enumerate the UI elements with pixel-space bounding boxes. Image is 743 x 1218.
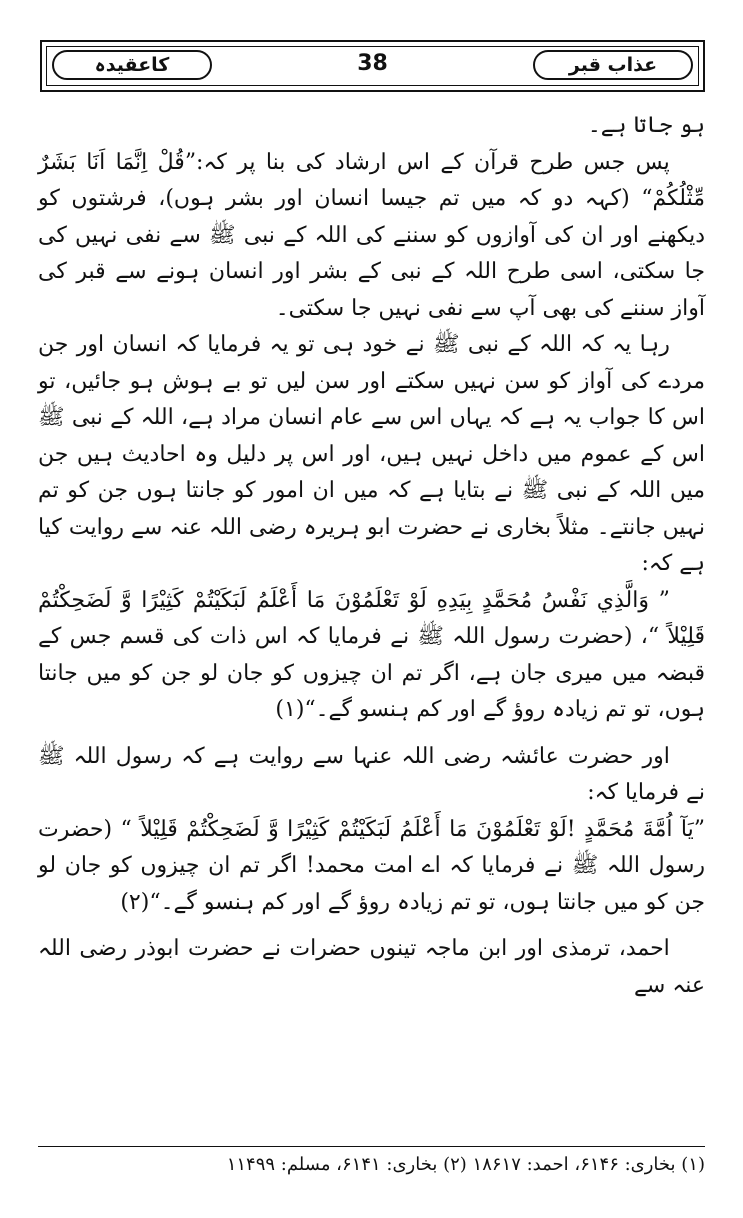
paragraph-continuation: ہو جاتا ہے۔ <box>587 113 705 138</box>
book-title-right: عذاب قبر <box>533 50 693 80</box>
paragraph-bashar: پس جس طرح قرآن کے اس ارشاد کی بنا پر کہ:”قُلْ اِنَّمَا اَنَا بَشَرٌ مِّثْلُکُمْ“ (کہہ دو کہ میں تم جیسا انسان اور بشر ہوں)، فرشتوں کو دیکھنے اور ان کی آوازوں کو سننے کی اللہ کے نبی ﷺ سے نفی نہیں کی جا سکتی، اسی طرح اللہ کے نبی کے بشر اور انسان ہونے سے قبر کی آواز سننے کی بھی آپ سے نفی نہیں جا سکتی۔ <box>38 149 705 321</box>
paragraph-exception: رہا یہ کہ اللہ کے نبی ﷺ نے خود ہی تو یہ فرمایا کہ انسان اور جن مردے کی آواز کو سن نہیں سکتے اور سن لیں تو بے ہوش ہو جائیں، تو اس کا جواب یہ ہے کہ یہاں اس سے عام انسان مراد ہے، اللہ کے نبی ﷺ اس کے عموم میں داخل نہیں ہیں، اور اس پر دلیل وہ احادیث ہیں جن میں اللہ کے نبی ﷺ نے بتایا ہے کہ میں ان امور کو جانتا ہوں جن کو تم نہیں جانتے۔ مثلاً بخاری نے حضرت ابو ہریرہ رضی اللہ عنہ سے روایت کیا ہے کہ: <box>38 332 705 576</box>
page-body <box>38 108 705 1004</box>
paragraph-aisha-intro: اور حضرت عائشہ رضی اللہ عنہا سے روایت ہے کہ رسول اللہ ﷺ نے فرمایا کہ: <box>38 743 705 805</box>
page-number: 38 <box>357 51 388 76</box>
footnote: (۱) بخاری: ۶۱۴۶، احمد: ۱۸۶۱۷ (۲) بخاری: ۶۱۴۱، مسلم: ۱۱۴۹۹ <box>226 1154 705 1175</box>
page-header <box>40 40 705 92</box>
spacer <box>38 729 705 739</box>
paragraph-abu-dhar: احمد، ترمذی اور ابن ماجہ تینوں حضرات نے حضرت ابوذر رضی اللہ عنہ سے <box>38 936 705 998</box>
book-title-left: کاعقیدہ <box>52 50 212 80</box>
spacer-2 <box>38 921 705 931</box>
hadith-aisha: ”یَآ اُمَّةَ مُحَمَّدٍ !لَوْ تَعْلَمُوْنَ مَا أَعْلَمُ لَبَكَيْتُمْ كَثِيْرًا وَّ لَضَحِكْتُمْ قَلِيْلاً “ (حضرت رسول اللہ ﷺ نے فرمایا کہ اے امت محمد! اگر تم ان چیزوں کو جان لو جن کو میں جانتا ہوں، تو تم زیادہ روؤ گے اور کم ہنسو گے۔“(۲) <box>38 816 705 915</box>
footnote-divider <box>38 1146 705 1147</box>
hadith-abu-hurairah: ” وَالَّذِي نَفْسُ مُحَمَّدٍ بِيَدِهِ لَوْ تَعْلَمُوْنَ مَا أَعْلَمُ لَبَكَيْتُمْ كَثِيْرًا وَّ لَضَحِكْتُمْ قَلِيْلاً “، (حضرت رسول اللہ ﷺ نے فرمایا کہ اس ذات کی قسم جس کے قبضہ میں میری جان ہے، اگر تم ان چیزوں کو جان لو جن کو میں جانتا ہوں، تو تم زیادہ روؤ گے اور کم ہنسو گے۔“(۱) <box>38 587 705 722</box>
